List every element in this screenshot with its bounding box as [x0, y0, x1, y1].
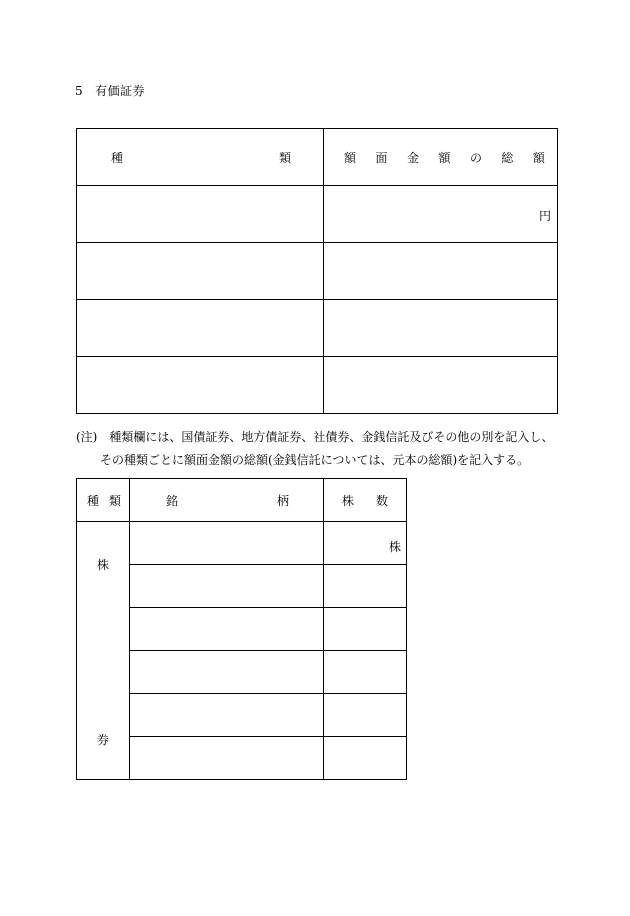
count-cell[interactable] [324, 694, 407, 737]
header-amount-char: 総 [501, 150, 514, 165]
count-cell[interactable] [324, 651, 407, 694]
header-amount-char: 額 [532, 150, 545, 165]
kind-stock-char-2: 券 [97, 733, 110, 747]
share-unit: 株 [388, 540, 401, 554]
section-title: 有価証券 [95, 84, 146, 98]
header-amount-char: 金 [406, 150, 419, 165]
header-brand [130, 479, 324, 522]
stock-table [76, 478, 407, 780]
brand-cell[interactable] [130, 694, 324, 737]
kind-cell[interactable] [77, 300, 324, 357]
header-count-char-1: 株 [342, 493, 355, 508]
header-brand-char-1: 銘 [166, 493, 179, 508]
yen-unit: 円 [538, 209, 551, 223]
header-count-char-2: 数 [375, 493, 388, 508]
kind-cell[interactable] [77, 357, 324, 414]
count-cell[interactable] [324, 565, 407, 608]
securities-table [76, 128, 558, 414]
header-amount-char: 額 [344, 150, 357, 165]
header-kind [77, 479, 130, 522]
header-amount-char: 額 [438, 150, 451, 165]
table-row [77, 522, 407, 565]
brand-cell[interactable] [130, 522, 324, 565]
kind-stock-cell [77, 522, 130, 780]
header-kind-char-2: 類 [278, 150, 291, 165]
header-brand-char-2: 柄 [276, 493, 289, 508]
header-amount [324, 129, 558, 186]
count-cell[interactable] [324, 608, 407, 651]
table-header-row [77, 479, 407, 522]
header-kind-char-1: 種 [87, 493, 100, 508]
kind-stock-char-1: 株 [97, 558, 110, 572]
table-row [77, 186, 558, 243]
table-row [77, 300, 558, 357]
note [76, 426, 553, 472]
table-row [77, 243, 558, 300]
section-number: 5 [75, 84, 84, 98]
amount-cell[interactable] [324, 357, 558, 414]
note-line-1: (注) 種類欄には、国債証券、地方債証券、社債券、金銭信託及びその他の別を記入し、 [76, 430, 554, 444]
brand-cell[interactable] [130, 565, 324, 608]
amount-cell[interactable] [324, 300, 558, 357]
table-header-row [77, 129, 558, 186]
amount-cell[interactable] [324, 186, 558, 243]
header-amount-char: の [469, 150, 482, 165]
header-amount-char: 面 [375, 150, 388, 165]
kind-cell[interactable] [77, 186, 324, 243]
header-kind [77, 129, 324, 186]
header-kind-char-1: 種 [111, 150, 124, 165]
count-cell[interactable] [324, 522, 407, 565]
brand-cell[interactable] [130, 608, 324, 651]
count-cell[interactable] [324, 737, 407, 780]
brand-cell[interactable] [130, 737, 324, 780]
kind-cell[interactable] [77, 243, 324, 300]
table-row [77, 357, 558, 414]
header-count [324, 479, 407, 522]
amount-cell[interactable] [324, 243, 558, 300]
brand-cell[interactable] [130, 651, 324, 694]
section-heading [75, 82, 145, 99]
header-kind-char-2: 類 [108, 493, 121, 508]
note-line-2: その種類ごとに額面金額の総額(金銭信託については、元本の総額)を記入する。 [100, 453, 530, 467]
